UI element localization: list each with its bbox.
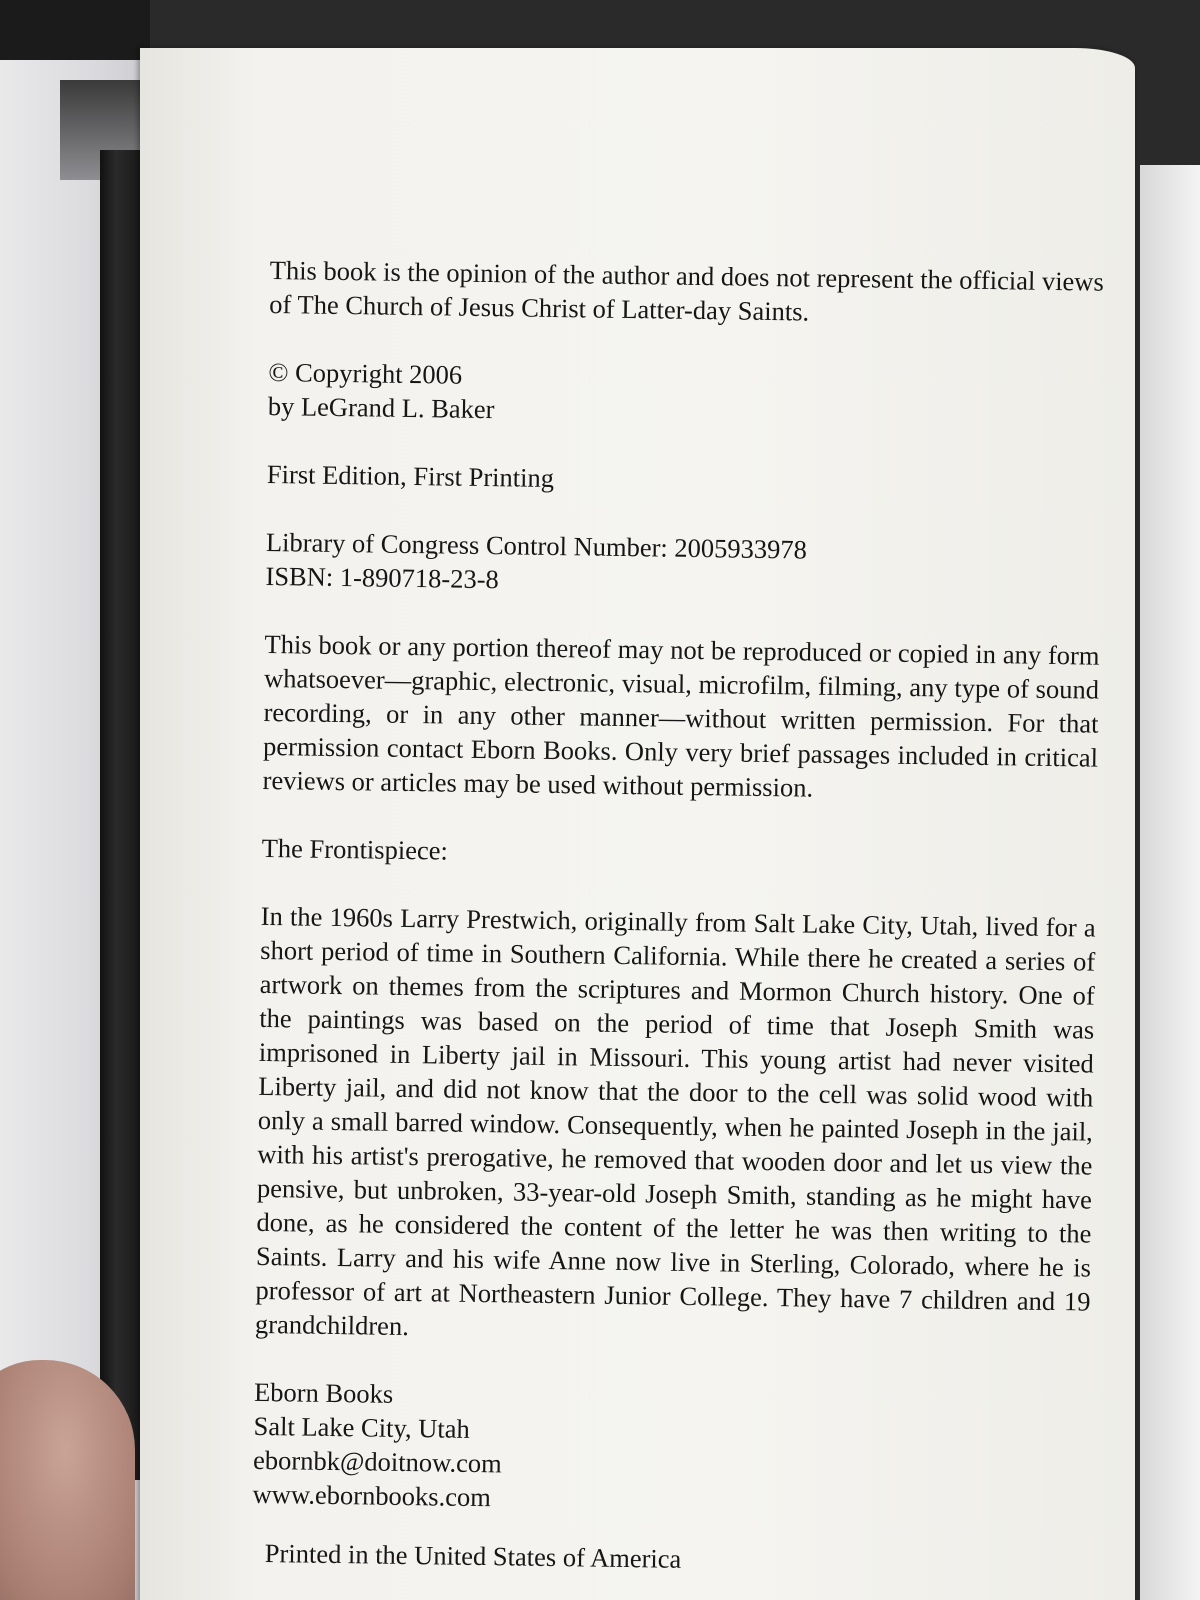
edition-line: First Edition, First Printing bbox=[266, 458, 555, 493]
page-content bbox=[252, 253, 1104, 1523]
frontispiece-heading: The Frontispiece: bbox=[261, 832, 449, 866]
lccn-line: Library of Congress Control Number: 2005933978 bbox=[265, 526, 808, 565]
facing-page bbox=[1140, 165, 1200, 1600]
thumb bbox=[0, 1360, 135, 1600]
publisher-city: Salt Lake City, Utah bbox=[253, 1410, 470, 1444]
author-line: by LeGrand L. Baker bbox=[267, 390, 495, 425]
book-spine bbox=[100, 150, 140, 1480]
printed-in-line: Printed in the United States of America bbox=[264, 1538, 682, 1574]
rights-notice: This book or any portion thereof may not be reproduced or copied in any form whatsoever—graphic, electronic, visual, microfilm, filming, any type of sound recording, or in any other manner—without written permission. For that permission contact Eborn Books. Only very brief passages included in critical reviews or articles may be used without permission. bbox=[262, 628, 1100, 803]
disclaimer-text: This book is the opinion of the author and does not represent the official views of The Church of Jesus Christ of Latter-day Saints. bbox=[269, 254, 1104, 327]
publisher-name: Eborn Books bbox=[253, 1376, 394, 1409]
publisher-website: www.ebornbooks.com bbox=[252, 1478, 492, 1513]
copyright-line: © Copyright 2006 bbox=[268, 356, 463, 390]
copyright-page bbox=[140, 48, 1135, 1600]
frontispiece-text: In the 1960s Larry Prestwich, originally from Salt Lake City, Utah, lived for a short period of time in Southern California. While there he created a series of artwork on themes from the scriptures and Mormon Church history. One of the paintings was based on the period of time that Joseph Smith was imprisoned in Liberty jail in Missouri. This young artist had never visited Liberty jail, and did not know that the door to the cell was solid wood with only a small barred window. Consequently, when he painted Joseph in the jail, with his artist's prerogative, he removed that wooden door and let us view the pensive, but unbroken, 33-year-old Joseph Smith, standing as he might have done, as he considered the content of the letter he was then writing to the Saints. Larry and his wife Anne now live in Sterling, Colorado, where he is professor of art at Northeastern Junior College. They have 7 children and 19 grandchildren. bbox=[254, 900, 1096, 1342]
isbn-line: ISBN: 1-890718-23-8 bbox=[265, 560, 500, 595]
publisher-email: ebornbk@doitnow.com bbox=[252, 1444, 502, 1479]
